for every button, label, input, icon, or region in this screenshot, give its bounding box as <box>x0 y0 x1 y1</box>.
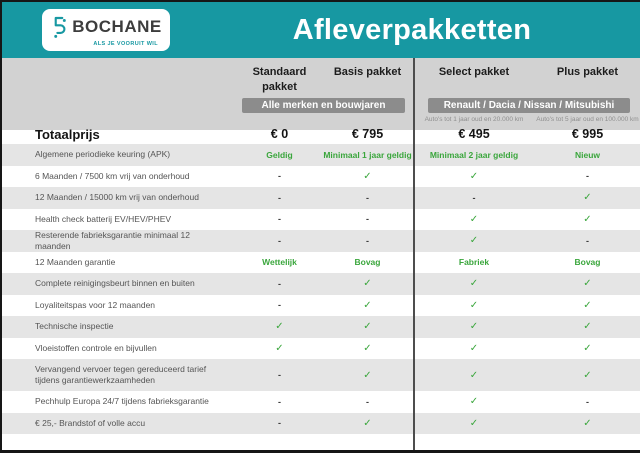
page-title: Afleverpakketten <box>292 13 532 46</box>
row-value: ✓ <box>469 321 479 333</box>
row-label: 12 Maanden garantie <box>35 256 116 267</box>
price-plus: € 995 <box>571 127 604 141</box>
bochane-logo <box>42 9 170 51</box>
price-basis: € 795 <box>351 127 384 141</box>
row-label: 6 Maanden / 7500 km vrij van onderhoud <box>35 170 190 181</box>
row-label: € 25,- Brandstof of volle accu <box>35 417 146 428</box>
price-select: € 495 <box>458 127 490 141</box>
row-value: ✓ <box>275 321 284 333</box>
row-value: ✓ <box>469 278 479 290</box>
row-value: - <box>278 300 281 311</box>
bochane-b-icon <box>50 14 68 40</box>
row-value: ✓ <box>469 369 479 381</box>
row-label: Resterende fabrieksgarantie minimaal 12 maanden <box>35 230 190 251</box>
row-label: Loyaliteitspas voor 12 maanden <box>35 299 156 310</box>
table-row <box>2 144 640 166</box>
table-row <box>2 230 640 252</box>
row-value: ✓ <box>583 342 592 354</box>
row-value: Bovag <box>574 257 601 268</box>
row-value: ✓ <box>469 235 479 247</box>
package-name-row <box>2 65 640 95</box>
row-label: Complete reinigingsbeurt binnen en buiten <box>35 278 195 289</box>
row-value: - <box>278 370 281 380</box>
row-label: 12 Maanden / 15000 km vrij van onderhoud <box>35 192 199 203</box>
brand-name: BOCHANE <box>72 17 162 36</box>
row-value: - <box>586 396 589 407</box>
table-row <box>2 391 640 413</box>
row-value: - <box>366 235 369 246</box>
select-age-note: Auto's tot 1 jaar oud en 20.000 km <box>424 116 524 123</box>
badge-alle-merken: Alle merken en bouwjaren <box>242 98 405 113</box>
row-value: - <box>278 235 281 246</box>
column-header-plus: Plus pakket <box>556 66 619 78</box>
row-label: Vloeistoffen controle en bijvullen <box>35 342 157 353</box>
badge-renault-dacia-nissan-mitsubishi: Renault / Dacia / Nissan / Mitsubishi <box>428 98 630 113</box>
row-value: - <box>278 192 281 203</box>
row-label: Vervangend vervoer tegen gereduceerd tarief tijdens garantiewerkzaamheden <box>35 364 207 385</box>
column-header-select: Select pakket <box>438 66 510 78</box>
package-header-band <box>2 58 640 142</box>
row-value: ✓ <box>363 170 372 182</box>
row-value: - <box>586 171 589 182</box>
row-value: ✓ <box>583 278 592 290</box>
row-value: - <box>278 278 281 289</box>
row-value: - <box>366 396 369 407</box>
total-price-label: Totaalprijs <box>35 127 100 142</box>
row-value: ✓ <box>363 369 372 381</box>
table-row <box>2 413 640 435</box>
table-row <box>2 359 640 391</box>
row-label: Pechhulp Europa 24/7 tijdens fabrieksgarantie <box>35 396 209 407</box>
row-value: ✓ <box>363 321 372 333</box>
row-value: ✓ <box>583 299 592 311</box>
row-value: - <box>278 396 281 407</box>
row-value: ✓ <box>583 321 592 333</box>
row-value: ✓ <box>583 369 592 381</box>
row-value: ✓ <box>363 417 372 429</box>
row-value: ✓ <box>583 213 592 225</box>
row-label: Health check batterij EV/HEV/PHEV <box>35 213 172 224</box>
table-row <box>2 295 640 317</box>
row-value: Minimaal 1 jaar geldig <box>323 149 412 160</box>
table-row <box>2 252 640 274</box>
price-standaard: € 0 <box>270 127 289 141</box>
row-label: Algemene periodieke keuring (APK) <box>35 149 171 160</box>
row-value: - <box>366 214 369 225</box>
row-value: - <box>586 235 589 246</box>
row-value: ✓ <box>583 192 592 204</box>
row-value: - <box>278 418 281 429</box>
row-value: ✓ <box>469 342 479 354</box>
table-row <box>2 187 640 209</box>
row-value: Nieuw <box>574 149 601 160</box>
row-value: ✓ <box>363 278 372 290</box>
brand-tagline: ALS JE VOORUIT WIL <box>93 40 158 47</box>
row-value: Wettelijk <box>262 257 297 268</box>
row-value: Fabriek <box>458 257 490 268</box>
row-label: Technische inspectie <box>35 321 114 332</box>
table-row <box>2 273 640 295</box>
row-value: Geldig <box>266 149 293 160</box>
table-row <box>2 166 640 188</box>
row-value: - <box>472 192 476 203</box>
top-header-bar <box>2 2 640 58</box>
row-value: - <box>366 192 369 203</box>
table-row <box>2 316 640 338</box>
table-row <box>2 338 640 360</box>
row-value: Bovag <box>354 257 381 268</box>
column-group-divider <box>413 58 415 450</box>
row-value: ✓ <box>469 213 479 225</box>
column-header-standaard: Standaard pakket <box>252 66 307 93</box>
row-value: ✓ <box>363 299 372 311</box>
plus-age-note: Auto's tot 5 jaar oud en 100.000 km <box>536 116 639 123</box>
feature-rows <box>2 144 640 434</box>
row-value: ✓ <box>469 170 479 182</box>
row-value: ✓ <box>469 299 479 311</box>
brand-badge-row <box>2 98 640 113</box>
row-value: ✓ <box>583 417 592 429</box>
row-value: ✓ <box>469 417 479 429</box>
row-value: ✓ <box>275 342 284 354</box>
row-value: ✓ <box>469 396 479 408</box>
row-value: - <box>278 214 281 225</box>
row-value: Minimaal 2 jaar geldig <box>429 149 519 160</box>
age-note-row <box>2 115 640 125</box>
total-price-row <box>2 127 640 142</box>
column-header-basis: Basis pakket <box>333 66 402 78</box>
row-value: ✓ <box>363 342 372 354</box>
row-value: - <box>278 171 281 182</box>
table-row <box>2 209 640 231</box>
